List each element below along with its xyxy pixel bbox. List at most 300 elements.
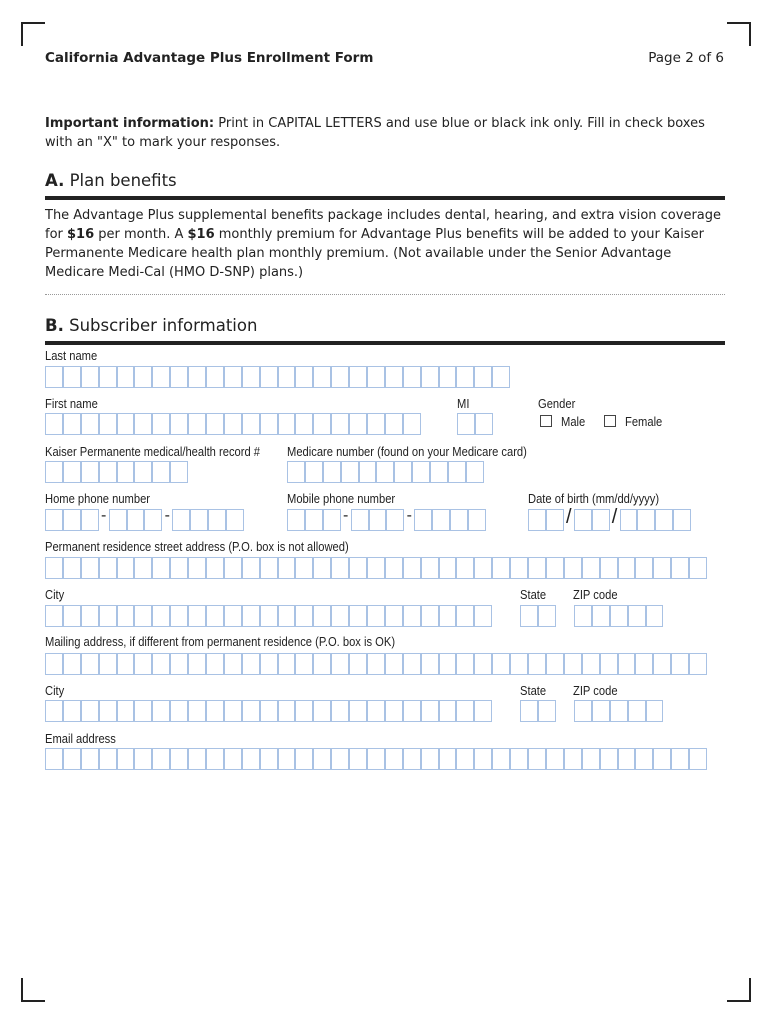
- character-box[interactable]: [226, 509, 244, 531]
- character-box[interactable]: [564, 748, 582, 770]
- character-box[interactable]: [278, 413, 296, 435]
- character-box[interactable]: [349, 700, 367, 722]
- character-box[interactable]: [295, 748, 313, 770]
- record-number-label: Kaiser Permanente medical/health record #: [45, 444, 261, 459]
- character-box[interactable]: [63, 748, 81, 770]
- character-box[interactable]: [152, 748, 170, 770]
- character-box[interactable]: [448, 461, 466, 483]
- character-box[interactable]: [474, 653, 492, 675]
- section-b-letter: B.: [45, 316, 64, 335]
- character-box[interactable]: [439, 653, 457, 675]
- state-field[interactable]: [520, 605, 556, 627]
- character-box[interactable]: [278, 653, 296, 675]
- character-box[interactable]: [349, 748, 367, 770]
- character-box[interactable]: [367, 413, 385, 435]
- character-box[interactable]: [134, 413, 152, 435]
- character-box[interactable]: [689, 748, 707, 770]
- character-box[interactable]: [564, 653, 582, 675]
- character-box[interactable]: [474, 700, 492, 722]
- character-box[interactable]: [456, 605, 474, 627]
- character-box[interactable]: [403, 700, 421, 722]
- character-box[interactable]: [421, 653, 439, 675]
- character-box[interactable]: [206, 413, 224, 435]
- email-address-field[interactable]: [45, 748, 707, 770]
- character-box[interactable]: [242, 557, 260, 579]
- character-box[interactable]: [456, 748, 474, 770]
- character-box[interactable]: [386, 509, 404, 531]
- character-box[interactable]: [117, 653, 135, 675]
- character-box[interactable]: [331, 557, 349, 579]
- character-box[interactable]: [439, 748, 457, 770]
- character-box[interactable]: [582, 653, 600, 675]
- character-box[interactable]: [260, 605, 278, 627]
- character-box[interactable]: [592, 700, 610, 722]
- character-box[interactable]: [367, 366, 385, 388]
- character-box[interactable]: [403, 605, 421, 627]
- character-box[interactable]: [305, 461, 323, 483]
- character-box[interactable]: [134, 748, 152, 770]
- character-box[interactable]: [592, 509, 610, 531]
- character-box[interactable]: [367, 700, 385, 722]
- character-box[interactable]: [474, 605, 492, 627]
- character-box[interactable]: [412, 461, 430, 483]
- character-box[interactable]: [457, 413, 475, 435]
- character-box[interactable]: [81, 605, 99, 627]
- character-box[interactable]: [385, 653, 403, 675]
- character-box[interactable]: [341, 461, 359, 483]
- character-box[interactable]: [520, 605, 538, 627]
- character-box[interactable]: [206, 700, 224, 722]
- mailing-city-field[interactable]: [45, 700, 492, 722]
- character-box[interactable]: [81, 461, 99, 483]
- character-box[interactable]: [323, 461, 341, 483]
- character-box[interactable]: [81, 413, 99, 435]
- character-box[interactable]: [224, 653, 242, 675]
- mobile-phone-field[interactable]: [287, 509, 486, 531]
- character-box[interactable]: [313, 748, 331, 770]
- first-name-field[interactable]: [45, 413, 421, 435]
- character-box[interactable]: [331, 653, 349, 675]
- street-address-field[interactable]: [45, 557, 707, 579]
- character-box[interactable]: [456, 700, 474, 722]
- character-box[interactable]: [671, 748, 689, 770]
- character-box[interactable]: [99, 653, 117, 675]
- character-box[interactable]: [628, 700, 646, 722]
- character-box[interactable]: [385, 605, 403, 627]
- character-box[interactable]: [117, 748, 135, 770]
- character-box[interactable]: [224, 413, 242, 435]
- character-box[interactable]: [376, 461, 394, 483]
- character-box[interactable]: [63, 366, 81, 388]
- character-box[interactable]: [278, 605, 296, 627]
- character-box[interactable]: [430, 461, 448, 483]
- character-box[interactable]: [610, 605, 628, 627]
- character-box[interactable]: [582, 557, 600, 579]
- character-box[interactable]: [421, 748, 439, 770]
- character-box[interactable]: [492, 653, 510, 675]
- character-box[interactable]: [170, 413, 188, 435]
- character-box[interactable]: [152, 366, 170, 388]
- character-box[interactable]: [305, 509, 323, 531]
- character-box[interactable]: [528, 557, 546, 579]
- character-box[interactable]: [224, 605, 242, 627]
- character-box[interactable]: [635, 557, 653, 579]
- character-box[interactable]: [295, 557, 313, 579]
- character-box[interactable]: [468, 509, 486, 531]
- character-box[interactable]: [653, 557, 671, 579]
- character-box[interactable]: [81, 653, 99, 675]
- character-box[interactable]: [432, 509, 450, 531]
- character-box[interactable]: [287, 461, 305, 483]
- character-box[interactable]: [628, 605, 646, 627]
- character-box[interactable]: [520, 700, 538, 722]
- character-box[interactable]: [45, 509, 63, 531]
- character-box[interactable]: [367, 557, 385, 579]
- character-box[interactable]: [618, 557, 636, 579]
- character-box[interactable]: [421, 557, 439, 579]
- character-box[interactable]: [81, 557, 99, 579]
- character-box[interactable]: [421, 700, 439, 722]
- character-box[interactable]: [152, 413, 170, 435]
- character-box[interactable]: [170, 557, 188, 579]
- character-box[interactable]: [689, 557, 707, 579]
- character-box[interactable]: [456, 653, 474, 675]
- character-box[interactable]: [414, 509, 432, 531]
- character-box[interactable]: [109, 509, 127, 531]
- character-box[interactable]: [99, 557, 117, 579]
- character-box[interactable]: [152, 461, 170, 483]
- character-box[interactable]: [260, 748, 278, 770]
- character-box[interactable]: [170, 653, 188, 675]
- character-box[interactable]: [367, 605, 385, 627]
- gender-male-label: Male: [561, 414, 586, 429]
- character-box[interactable]: [349, 557, 367, 579]
- character-box[interactable]: [99, 700, 117, 722]
- character-box[interactable]: [492, 366, 510, 388]
- character-box[interactable]: [278, 366, 296, 388]
- character-box[interactable]: [323, 509, 341, 531]
- character-box[interactable]: [134, 653, 152, 675]
- corner-mark-top-right: [727, 22, 751, 46]
- character-box[interactable]: [117, 413, 135, 435]
- character-box[interactable]: [403, 557, 421, 579]
- character-box[interactable]: [206, 366, 224, 388]
- character-box[interactable]: [63, 413, 81, 435]
- character-box[interactable]: [349, 366, 367, 388]
- character-box[interactable]: [260, 413, 278, 435]
- character-box[interactable]: [385, 413, 403, 435]
- character-box[interactable]: [313, 700, 331, 722]
- character-box[interactable]: [63, 461, 81, 483]
- character-box[interactable]: [99, 366, 117, 388]
- character-box[interactable]: [367, 748, 385, 770]
- character-box[interactable]: [331, 748, 349, 770]
- character-box[interactable]: [421, 366, 439, 388]
- character-box[interactable]: [474, 748, 492, 770]
- character-box[interactable]: [170, 605, 188, 627]
- character-box[interactable]: [349, 413, 367, 435]
- gender-male-checkbox[interactable]: [540, 415, 552, 427]
- character-box[interactable]: [81, 509, 99, 531]
- character-box[interactable]: [206, 605, 224, 627]
- character-box[interactable]: [618, 748, 636, 770]
- character-box[interactable]: [574, 509, 592, 531]
- character-box[interactable]: [646, 605, 664, 627]
- character-box[interactable]: [144, 509, 162, 531]
- record-number-field[interactable]: [45, 461, 188, 483]
- character-box[interactable]: [99, 605, 117, 627]
- home-phone-field[interactable]: [45, 509, 244, 531]
- character-box[interactable]: [278, 700, 296, 722]
- character-box[interactable]: [63, 509, 81, 531]
- character-box[interactable]: [474, 366, 492, 388]
- character-box[interactable]: [170, 700, 188, 722]
- character-box[interactable]: [170, 461, 188, 483]
- character-box[interactable]: [242, 605, 260, 627]
- gender-female-checkbox[interactable]: [604, 415, 616, 427]
- character-box[interactable]: [242, 653, 260, 675]
- character-box[interactable]: [546, 509, 564, 531]
- character-box[interactable]: [538, 605, 556, 627]
- character-box[interactable]: [439, 557, 457, 579]
- character-box[interactable]: [170, 748, 188, 770]
- character-box[interactable]: [260, 653, 278, 675]
- character-box[interactable]: [295, 700, 313, 722]
- character-box[interactable]: [439, 700, 457, 722]
- character-box[interactable]: [653, 748, 671, 770]
- character-box[interactable]: [117, 557, 135, 579]
- separator-glyph: /: [611, 506, 618, 528]
- date-of-birth-field[interactable]: [528, 506, 691, 531]
- character-box[interactable]: [188, 605, 206, 627]
- character-box[interactable]: [224, 700, 242, 722]
- character-box[interactable]: [394, 461, 412, 483]
- character-box[interactable]: [224, 366, 242, 388]
- character-box[interactable]: [689, 653, 707, 675]
- character-box[interactable]: [331, 413, 349, 435]
- character-box[interactable]: [295, 413, 313, 435]
- character-box[interactable]: [403, 366, 421, 388]
- character-box[interactable]: [456, 366, 474, 388]
- character-box[interactable]: [224, 557, 242, 579]
- character-box[interactable]: [117, 366, 135, 388]
- character-box[interactable]: [474, 557, 492, 579]
- character-box[interactable]: [134, 461, 152, 483]
- character-box[interactable]: [152, 605, 170, 627]
- character-box[interactable]: [63, 653, 81, 675]
- character-box[interactable]: [528, 653, 546, 675]
- character-box[interactable]: [278, 748, 296, 770]
- character-box[interactable]: [331, 700, 349, 722]
- character-box[interactable]: [152, 700, 170, 722]
- character-box[interactable]: [208, 509, 226, 531]
- character-box[interactable]: [206, 748, 224, 770]
- character-box[interactable]: [673, 509, 691, 531]
- character-box[interactable]: [81, 366, 99, 388]
- character-box[interactable]: [564, 557, 582, 579]
- character-box[interactable]: [134, 366, 152, 388]
- character-box[interactable]: [188, 557, 206, 579]
- character-box[interactable]: [385, 748, 403, 770]
- mailing-address-field[interactable]: [45, 653, 707, 675]
- character-box[interactable]: [475, 413, 493, 435]
- character-box[interactable]: [313, 413, 331, 435]
- character-box[interactable]: [188, 748, 206, 770]
- character-box[interactable]: [456, 557, 474, 579]
- medicare-number-field[interactable]: [287, 461, 484, 483]
- character-box[interactable]: [646, 700, 664, 722]
- character-box[interactable]: [260, 700, 278, 722]
- character-box[interactable]: [351, 509, 369, 531]
- character-box[interactable]: [618, 653, 636, 675]
- character-box[interactable]: [385, 557, 403, 579]
- date-separator: [610, 506, 620, 531]
- character-box[interactable]: [671, 557, 689, 579]
- character-box[interactable]: [635, 748, 653, 770]
- character-box[interactable]: [242, 748, 260, 770]
- character-box[interactable]: [188, 413, 206, 435]
- character-box[interactable]: [331, 366, 349, 388]
- character-box[interactable]: [538, 700, 556, 722]
- character-box[interactable]: [127, 509, 145, 531]
- character-box[interactable]: [134, 605, 152, 627]
- character-box[interactable]: [117, 605, 135, 627]
- character-box[interactable]: [206, 653, 224, 675]
- mi-field[interactable]: [457, 413, 493, 435]
- character-box[interactable]: [45, 461, 63, 483]
- character-box[interactable]: [45, 366, 63, 388]
- character-box[interactable]: [528, 748, 546, 770]
- character-box[interactable]: [403, 653, 421, 675]
- character-box[interactable]: [172, 509, 190, 531]
- character-box[interactable]: [313, 653, 331, 675]
- character-box[interactable]: [600, 748, 618, 770]
- character-box[interactable]: [45, 605, 63, 627]
- character-box[interactable]: [403, 413, 421, 435]
- character-box[interactable]: [295, 605, 313, 627]
- character-box[interactable]: [278, 557, 296, 579]
- character-box[interactable]: [582, 748, 600, 770]
- character-box[interactable]: [359, 461, 377, 483]
- character-box[interactable]: [574, 700, 592, 722]
- last-name-field[interactable]: [45, 366, 510, 388]
- character-box[interactable]: [99, 748, 117, 770]
- character-box[interactable]: [637, 509, 655, 531]
- character-box[interactable]: [152, 653, 170, 675]
- character-box[interactable]: [134, 700, 152, 722]
- zip-code-field[interactable]: [574, 605, 663, 627]
- character-box[interactable]: [574, 605, 592, 627]
- character-box[interactable]: [653, 653, 671, 675]
- mailing-zip-code-label: ZIP code: [573, 683, 618, 698]
- character-box[interactable]: [117, 700, 135, 722]
- character-box[interactable]: [492, 748, 510, 770]
- character-box[interactable]: [260, 366, 278, 388]
- character-box[interactable]: [134, 557, 152, 579]
- character-box[interactable]: [81, 700, 99, 722]
- mailing-zip-code-field[interactable]: [574, 700, 663, 722]
- character-box[interactable]: [170, 366, 188, 388]
- character-box[interactable]: [635, 653, 653, 675]
- character-box[interactable]: [45, 557, 63, 579]
- character-box[interactable]: [63, 700, 81, 722]
- character-box[interactable]: [242, 700, 260, 722]
- character-box[interactable]: [510, 653, 528, 675]
- character-box[interactable]: [466, 461, 484, 483]
- character-box[interactable]: [81, 748, 99, 770]
- character-box[interactable]: [206, 557, 224, 579]
- character-box[interactable]: [592, 605, 610, 627]
- character-box[interactable]: [600, 557, 618, 579]
- character-box[interactable]: [45, 413, 63, 435]
- character-box[interactable]: [242, 366, 260, 388]
- character-box[interactable]: [287, 509, 305, 531]
- character-box[interactable]: [242, 413, 260, 435]
- character-box[interactable]: [510, 748, 528, 770]
- character-box[interactable]: [439, 605, 457, 627]
- character-box[interactable]: [188, 653, 206, 675]
- character-box[interactable]: [492, 557, 510, 579]
- city-field[interactable]: [45, 605, 492, 627]
- plan-benefits-text-3: monthly premium for Advantage Plus benefits will be added to your Kaiser Permanente Medicare health plan monthly premium. (Not available under the Senior Advantage Medicare Medi-Cal (HMO D-SNP) plans.): [45, 227, 704, 280]
- character-box[interactable]: [45, 700, 63, 722]
- character-box[interactable]: [295, 366, 313, 388]
- character-box[interactable]: [546, 557, 564, 579]
- character-box[interactable]: [188, 366, 206, 388]
- character-box[interactable]: [188, 700, 206, 722]
- character-box[interactable]: [421, 605, 439, 627]
- character-box[interactable]: [620, 509, 638, 531]
- mailing-city-label: City: [45, 683, 65, 698]
- character-box[interactable]: [313, 366, 331, 388]
- character-box[interactable]: [385, 366, 403, 388]
- character-box[interactable]: [403, 748, 421, 770]
- character-box[interactable]: [99, 461, 117, 483]
- character-box[interactable]: [313, 605, 331, 627]
- character-box[interactable]: [369, 509, 387, 531]
- character-box[interactable]: [450, 509, 468, 531]
- character-box[interactable]: [528, 509, 546, 531]
- character-box[interactable]: [99, 413, 117, 435]
- character-box[interactable]: [152, 557, 170, 579]
- character-box[interactable]: [546, 653, 564, 675]
- character-box[interactable]: [546, 748, 564, 770]
- character-box[interactable]: [385, 700, 403, 722]
- character-box[interactable]: [655, 509, 673, 531]
- character-box[interactable]: [45, 653, 63, 675]
- character-box[interactable]: [331, 605, 349, 627]
- character-box[interactable]: [117, 461, 135, 483]
- character-box[interactable]: [349, 605, 367, 627]
- character-box[interactable]: [349, 653, 367, 675]
- character-box[interactable]: [63, 605, 81, 627]
- character-box[interactable]: [45, 748, 63, 770]
- character-box[interactable]: [610, 700, 628, 722]
- separator-glyph: -: [101, 507, 107, 524]
- character-box[interactable]: [367, 653, 385, 675]
- character-box[interactable]: [510, 557, 528, 579]
- character-box[interactable]: [260, 557, 278, 579]
- character-box[interactable]: [190, 509, 208, 531]
- mailing-state-field[interactable]: [520, 700, 556, 722]
- character-box[interactable]: [439, 366, 457, 388]
- character-box[interactable]: [671, 653, 689, 675]
- character-box[interactable]: [63, 557, 81, 579]
- character-box[interactable]: [313, 557, 331, 579]
- character-box[interactable]: [224, 748, 242, 770]
- character-box[interactable]: [600, 653, 618, 675]
- character-box[interactable]: [295, 653, 313, 675]
